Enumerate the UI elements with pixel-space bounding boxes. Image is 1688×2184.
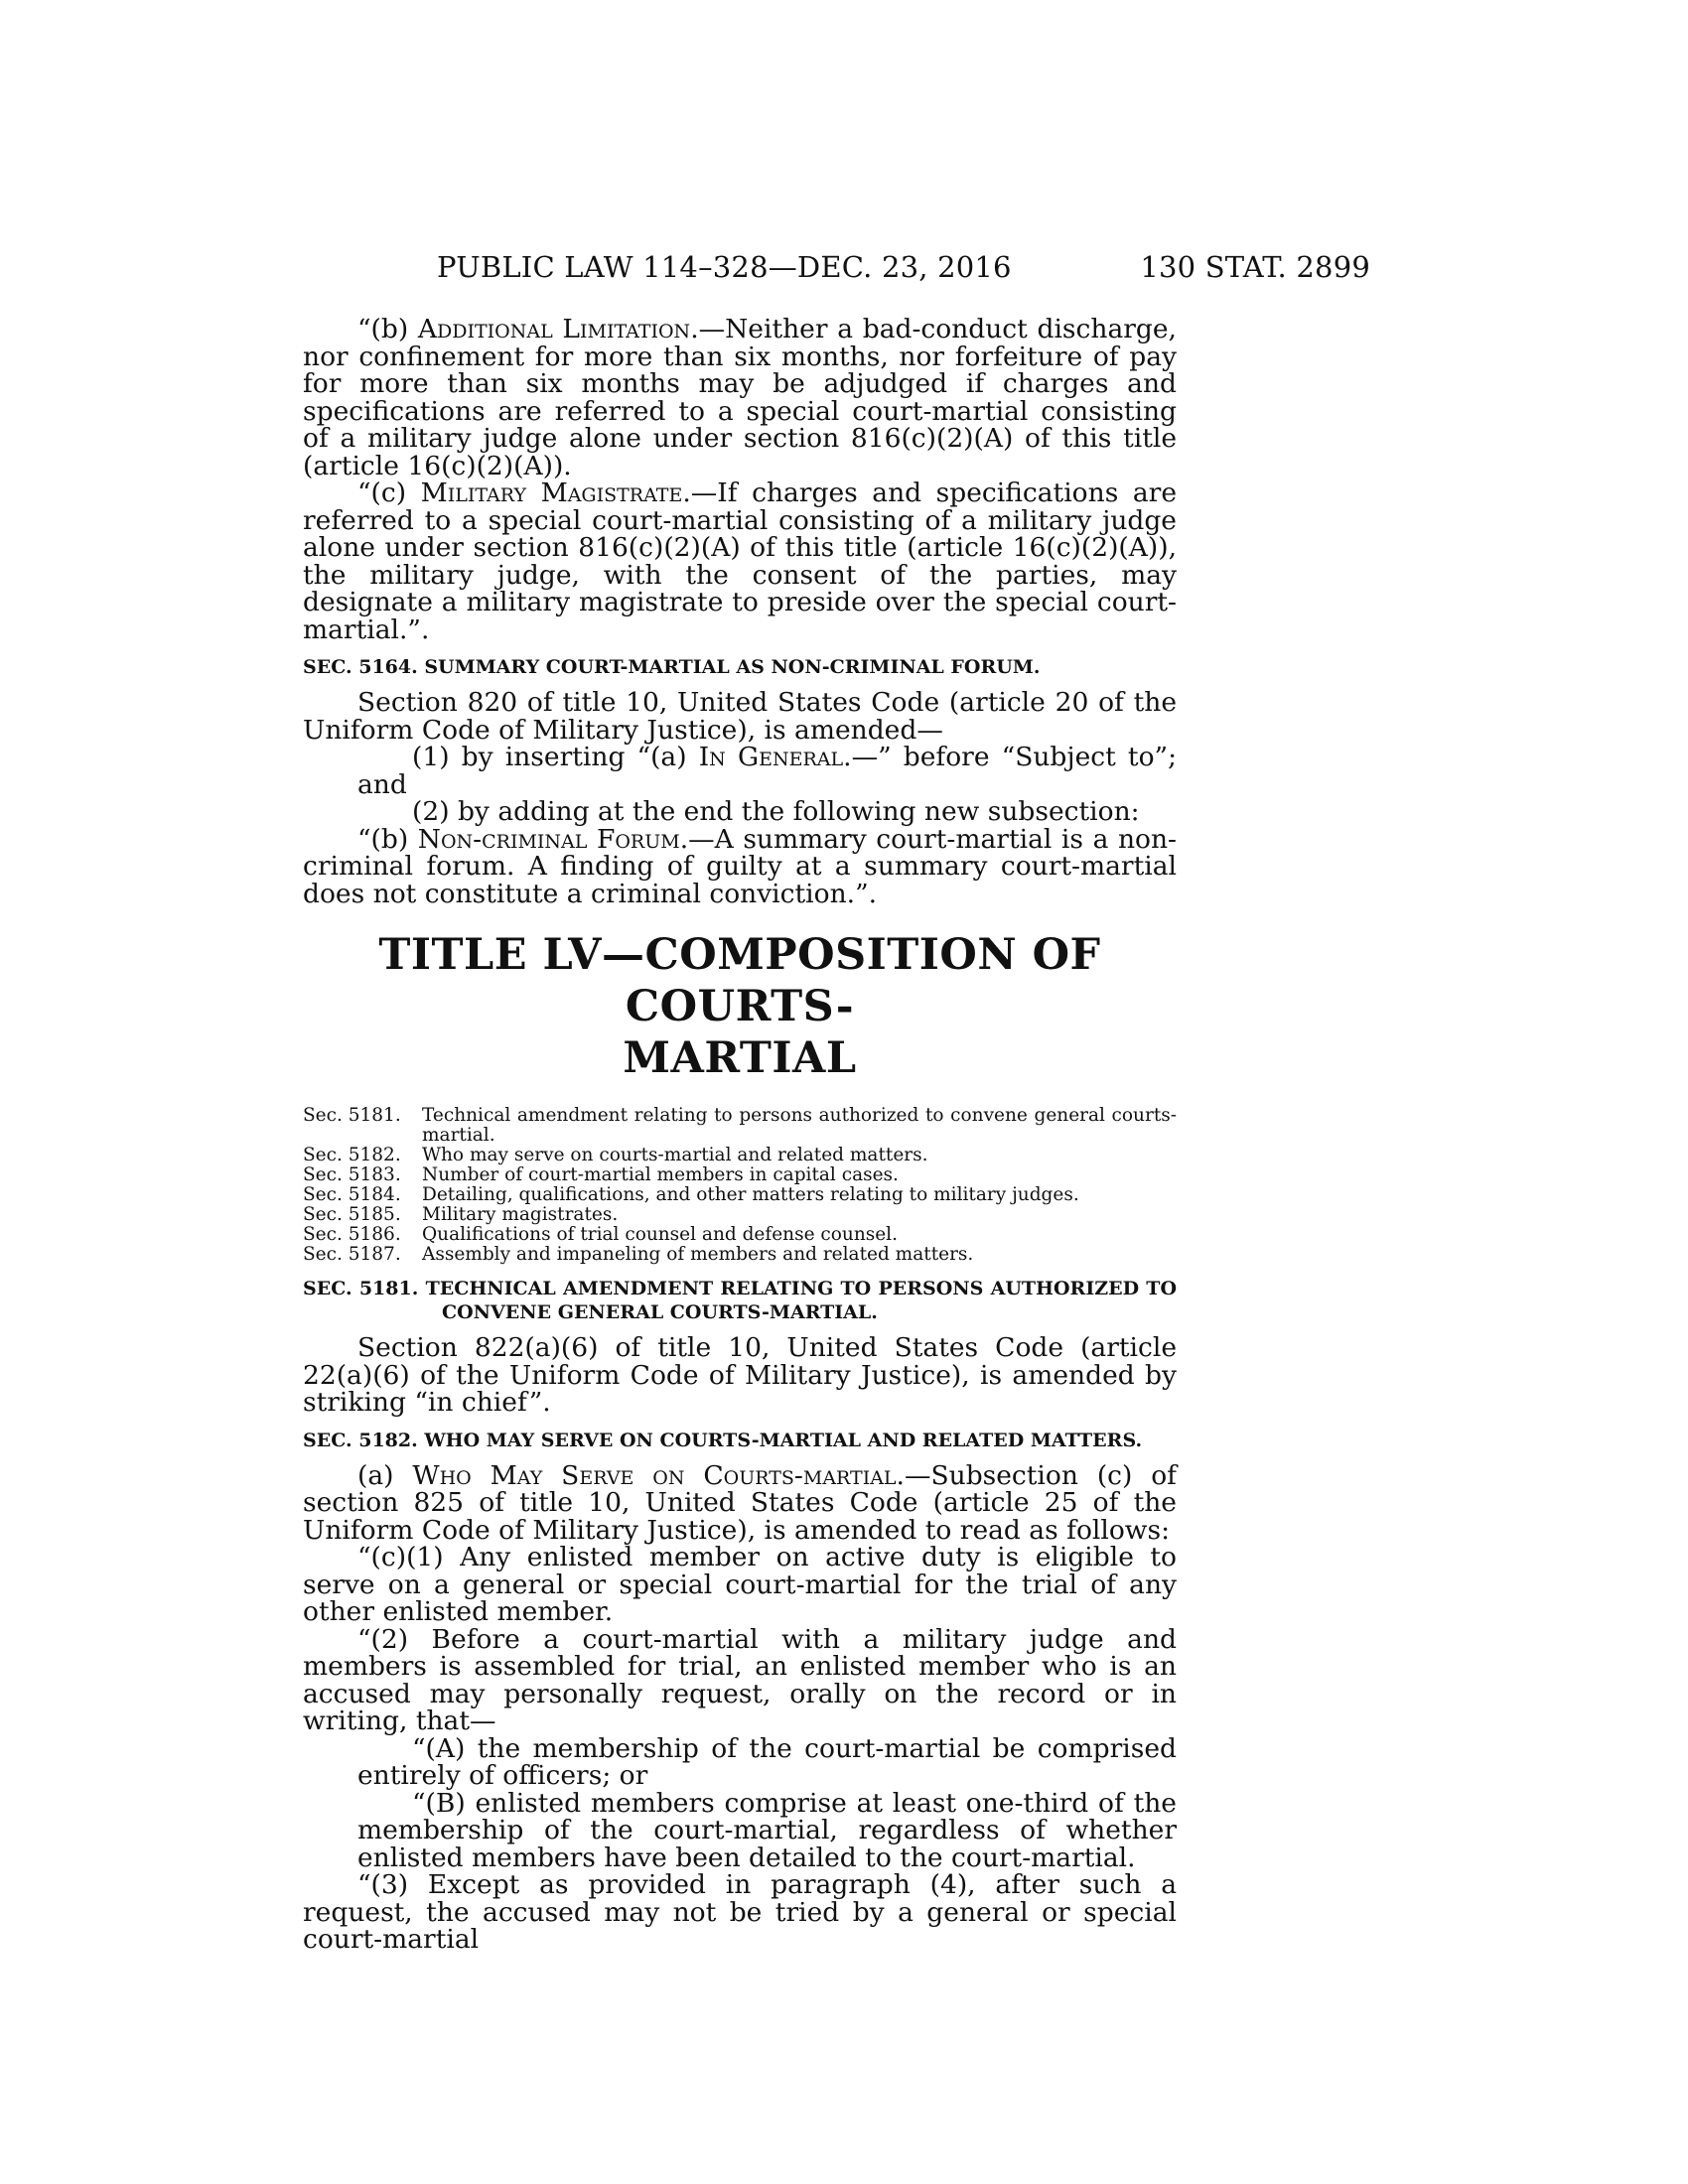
toc-text: Qualifications of trial counsel and defense counsel.	[422, 1224, 898, 1245]
toc-number: Sec. 5183.	[303, 1164, 401, 1185]
toc-text: Military magistrates.	[422, 1204, 619, 1225]
paragraph-open: “(c)	[357, 478, 421, 508]
toc-row	[303, 1205, 1177, 1225]
toc-number: Sec. 5181.	[303, 1105, 401, 1126]
item-text: .—” before “Subject to”; and	[357, 742, 1177, 800]
sec5164-item-2: (2) by adding at the end the following new subsection:	[412, 796, 1140, 827]
paragraph-additional-limitation	[303, 316, 1177, 479]
subsection-heading: Who May Serve on Courts-martial	[412, 1459, 897, 1491]
toc-text: Detailing, qualifications, and other matters relating to military judges.	[422, 1184, 1079, 1205]
toc-text: Number of court-martial members in capital cases.	[422, 1164, 899, 1185]
sec5164-item-1	[303, 744, 1177, 798]
sec5182-c1: “(c)(1) Any enlisted member on active duty is eligible to serve on a general or special court-martial for the trial of any other enlisted member.	[303, 1542, 1177, 1627]
item-heading: In General	[698, 742, 844, 772]
sec5182-cB: “(B) enlisted members comprise at least one-third of the membership of the court-martial, regardless of whether enlisted members have been detailed to the court-martial.	[357, 1787, 1177, 1873]
running-header	[303, 250, 1370, 290]
subsection-open: “(b)	[357, 823, 418, 855]
sec5182-cA: “(A) the membership of the court-martial be comprised entirely of officers; or	[357, 1732, 1177, 1791]
section-heading-5182: SEC. 5182. WHO MAY SERVE ON COURTS-MARTIAL AND RELATED MATTERS.	[303, 1429, 1143, 1451]
sec5164-intro: Section 820 of title 10, United States Code (article 20 of the Uniform Code of Military Justice), is amended—	[303, 687, 1177, 746]
sec5164-subsection-b	[303, 823, 1177, 909]
sec5181-text: Section 822(a)(6) of title 10, United States Code (article 22(a)(6) of the Uniform Code of Military Justice), is amended by striking “in chief”.	[303, 1332, 1177, 1418]
toc-number: Sec. 5182.	[303, 1145, 401, 1165]
section-heading-5164: SEC. 5164. SUMMARY COURT-MARTIAL AS NON-CRIMINAL FORUM.	[303, 656, 1041, 678]
header-law-citation: PUBLIC LAW 114–328—DEC. 23, 2016	[437, 250, 1012, 284]
section-heading-5181: SEC. 5181. TECHNICAL AMENDMENT RELATING TO PERSONS AUTHORIZED TO CONVENE GENERAL COURTS-MARTIAL.	[303, 1278, 1177, 1323]
paragraph-heading: Additional Limitation	[417, 314, 691, 344]
toc-text: Technical amendment relating to persons authorized to convene general courts-martial.	[422, 1105, 1177, 1146]
toc-row	[303, 1165, 1177, 1185]
toc-number: Sec. 5185.	[303, 1204, 401, 1225]
table-of-contents	[303, 1106, 1177, 1265]
toc-number: Sec. 5184.	[303, 1184, 401, 1205]
toc-number: Sec. 5187.	[303, 1244, 401, 1265]
toc-row	[303, 1245, 1177, 1265]
paragraph-text: .—Neither a bad-conduct discharge, nor confinement for more than six months, nor forfeiture of pay for more than six months may be adjudged if charges and specifications are referred to a special court-martial consisting of a military judge alone under section 816(c)(2)(A) of this title (article 16(c)(2)(A)).	[303, 314, 1177, 481]
subsection-text: .—Subsection (c) of section 825 of title 10, United States Code (article 25 of the Uniform Code of Military Justice), is amended to read as follows:	[303, 1459, 1177, 1546]
subsection-text: .—A summary court-martial is a non-criminal forum. A finding of guilty at a summary court-martial does not constitute a criminal conviction.”.	[303, 823, 1177, 909]
title-line-1: TITLE LV—COMPOSITION OF COURTS-	[378, 930, 1101, 1031]
paragraph-text: .—If charges and specifications are referred to a special court-martial consisting of a military judge alone under section 816(c)(2)(A) of this title (article 16(c)(2)(A)), the military judge, with the consent of the parties, may designate a military magistrate to preside over the special court-martial.”.	[303, 478, 1178, 645]
subsection-open: (a)	[357, 1459, 413, 1491]
toc-row	[303, 1146, 1177, 1165]
toc-row	[303, 1106, 1177, 1146]
toc-row	[303, 1225, 1177, 1245]
toc-number: Sec. 5186.	[303, 1224, 401, 1245]
paragraph-heading: Military Magistrate	[420, 478, 683, 508]
toc-text: Who may serve on courts-martial and related matters.	[422, 1145, 928, 1165]
sec5182-subsection-a	[303, 1459, 1177, 1546]
subsection-heading: Non-criminal Forum	[417, 823, 680, 855]
title-line-2: MARTIAL	[623, 1033, 857, 1083]
paragraph-military-magistrate	[303, 479, 1177, 643]
document-body	[303, 316, 1177, 1954]
paragraph-open: “(b)	[357, 314, 418, 344]
title-heading	[303, 929, 1177, 1084]
toc-row	[303, 1185, 1177, 1205]
header-stat-page: 130 STAT. 2899	[1140, 250, 1370, 284]
item-text: (1) by inserting “(a)	[412, 742, 699, 772]
sec5182-c2: “(2) Before a court-martial with a military judge and members is assembled for trial, an enlisted member who is an accused may personally request, orally on the record or in writing, that—	[303, 1623, 1177, 1736]
toc-text: Assembly and impaneling of members and related matters.	[422, 1244, 974, 1265]
sec5182-c3: “(3) Except as provided in paragraph (4), after such a request, the accused may not be tried by a general or special court-martial	[303, 1869, 1177, 1955]
